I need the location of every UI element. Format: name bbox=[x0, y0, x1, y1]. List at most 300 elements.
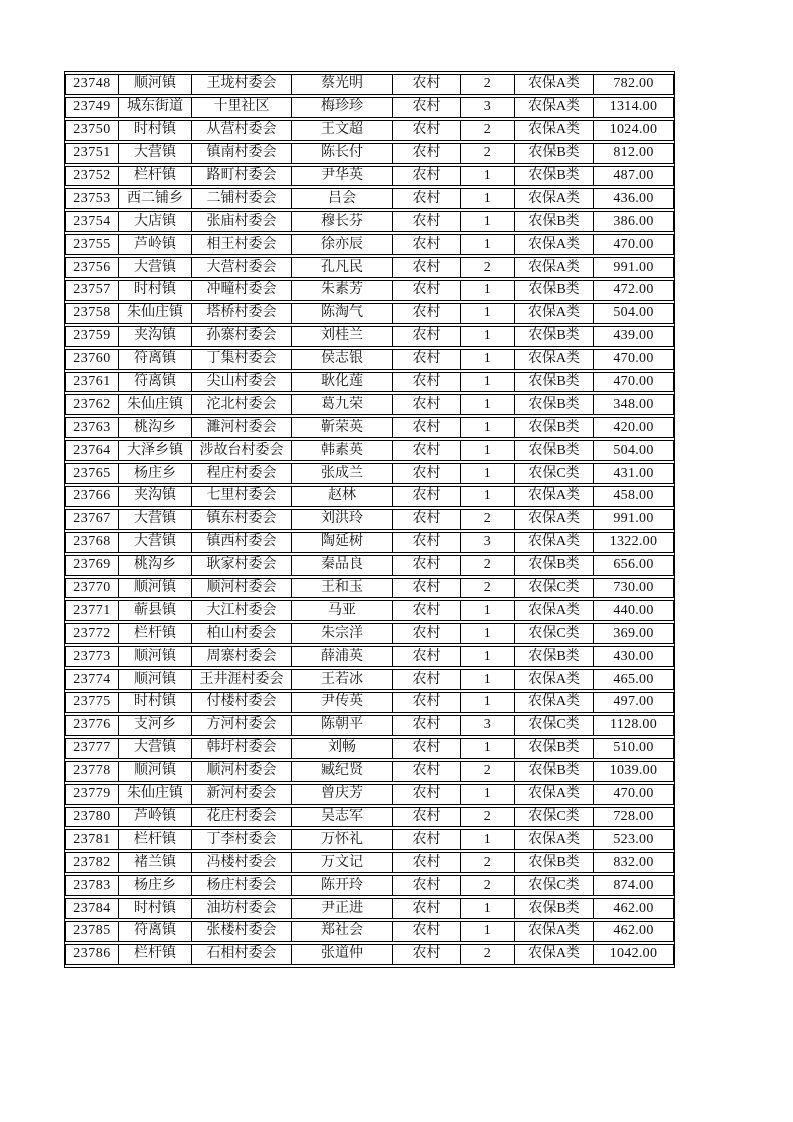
cell-town: 大泽乡镇 bbox=[119, 440, 192, 461]
cell-person-count: 2 bbox=[461, 852, 515, 873]
cell-residence-type: 农村 bbox=[393, 486, 461, 507]
cell-person-count: 1 bbox=[461, 600, 515, 621]
cell-residence-type: 农村 bbox=[393, 761, 461, 782]
cell-insurance-class: 农保A类 bbox=[515, 188, 594, 209]
cell-person-count: 1 bbox=[461, 738, 515, 759]
table-row bbox=[65, 486, 674, 507]
payout-table-body bbox=[65, 74, 674, 965]
cell-town: 城东街道 bbox=[119, 97, 192, 118]
cell-village-committee: 王垅村委会 bbox=[192, 74, 292, 95]
cell-insurance-class: 农保A类 bbox=[515, 509, 594, 530]
cell-record-id: 23770 bbox=[65, 578, 119, 599]
cell-insurance-class: 农保C类 bbox=[515, 623, 594, 644]
cell-insurance-class: 农保C类 bbox=[515, 715, 594, 736]
cell-person-name: 臧纪贤 bbox=[292, 761, 393, 782]
cell-insurance-class: 农保A类 bbox=[515, 829, 594, 850]
cell-person-name: 孔凡民 bbox=[292, 257, 393, 278]
cell-amount: 470.00 bbox=[594, 234, 674, 255]
cell-amount: 420.00 bbox=[594, 417, 674, 438]
cell-village-committee: 王井涯村委会 bbox=[192, 669, 292, 690]
cell-residence-type: 农村 bbox=[393, 394, 461, 415]
cell-record-id: 23763 bbox=[65, 417, 119, 438]
cell-town: 芦岭镇 bbox=[119, 807, 192, 828]
cell-person-name: 郑社会 bbox=[292, 921, 393, 942]
cell-town: 时村镇 bbox=[119, 280, 192, 301]
cell-village-committee: 张楼村委会 bbox=[192, 921, 292, 942]
cell-village-committee: 油坊村委会 bbox=[192, 898, 292, 919]
cell-person-count: 3 bbox=[461, 97, 515, 118]
cell-insurance-class: 农保B类 bbox=[515, 280, 594, 301]
cell-person-count: 1 bbox=[461, 623, 515, 644]
cell-insurance-class: 农保C类 bbox=[515, 875, 594, 896]
cell-person-name: 陶延树 bbox=[292, 532, 393, 553]
cell-residence-type: 农村 bbox=[393, 143, 461, 164]
cell-record-id: 23765 bbox=[65, 463, 119, 484]
cell-residence-type: 农村 bbox=[393, 166, 461, 187]
cell-residence-type: 农村 bbox=[393, 188, 461, 209]
cell-record-id: 23759 bbox=[65, 326, 119, 347]
cell-village-committee: 顺河村委会 bbox=[192, 761, 292, 782]
cell-village-committee: 大营村委会 bbox=[192, 257, 292, 278]
cell-insurance-class: 农保A类 bbox=[515, 784, 594, 805]
cell-person-count: 2 bbox=[461, 761, 515, 782]
cell-record-id: 23756 bbox=[65, 257, 119, 278]
cell-person-name: 吕会 bbox=[292, 188, 393, 209]
table-row bbox=[65, 440, 674, 461]
table-row bbox=[65, 372, 674, 393]
cell-person-name: 耿化莲 bbox=[292, 372, 393, 393]
cell-person-count: 1 bbox=[461, 394, 515, 415]
cell-record-id: 23761 bbox=[65, 372, 119, 393]
cell-insurance-class: 农保A类 bbox=[515, 486, 594, 507]
cell-record-id: 23785 bbox=[65, 921, 119, 942]
cell-residence-type: 农村 bbox=[393, 623, 461, 644]
cell-person-name: 刘桂兰 bbox=[292, 326, 393, 347]
cell-amount: 991.00 bbox=[594, 257, 674, 278]
cell-person-count: 1 bbox=[461, 417, 515, 438]
cell-residence-type: 农村 bbox=[393, 807, 461, 828]
cell-amount: 1042.00 bbox=[594, 944, 674, 965]
cell-amount: 523.00 bbox=[594, 829, 674, 850]
cell-amount: 470.00 bbox=[594, 372, 674, 393]
cell-town: 朱仙庄镇 bbox=[119, 784, 192, 805]
table-row bbox=[65, 852, 674, 873]
cell-person-count: 1 bbox=[461, 784, 515, 805]
cell-person-count: 1 bbox=[461, 326, 515, 347]
cell-person-name: 王若冰 bbox=[292, 669, 393, 690]
cell-record-id: 23757 bbox=[65, 280, 119, 301]
cell-insurance-class: 农保B类 bbox=[515, 646, 594, 667]
cell-village-committee: 周寨村委会 bbox=[192, 646, 292, 667]
table-row bbox=[65, 829, 674, 850]
cell-person-count: 1 bbox=[461, 921, 515, 942]
cell-person-count: 1 bbox=[461, 188, 515, 209]
cell-person-name: 秦品良 bbox=[292, 555, 393, 576]
cell-person-count: 3 bbox=[461, 715, 515, 736]
cell-insurance-class: 农保A类 bbox=[515, 669, 594, 690]
cell-amount: 497.00 bbox=[594, 692, 674, 713]
cell-residence-type: 农村 bbox=[393, 303, 461, 324]
cell-residence-type: 农村 bbox=[393, 852, 461, 873]
cell-person-count: 2 bbox=[461, 807, 515, 828]
cell-person-name: 陈朝平 bbox=[292, 715, 393, 736]
cell-person-name: 尹传英 bbox=[292, 692, 393, 713]
cell-record-id: 23750 bbox=[65, 120, 119, 141]
cell-person-name: 万怀礼 bbox=[292, 829, 393, 850]
cell-person-name: 尹华英 bbox=[292, 166, 393, 187]
cell-village-committee: 镇南村委会 bbox=[192, 143, 292, 164]
cell-residence-type: 农村 bbox=[393, 326, 461, 347]
cell-insurance-class: 农保A类 bbox=[515, 921, 594, 942]
cell-record-id: 23762 bbox=[65, 394, 119, 415]
cell-amount: 487.00 bbox=[594, 166, 674, 187]
cell-residence-type: 农村 bbox=[393, 509, 461, 530]
cell-person-name: 朱宗洋 bbox=[292, 623, 393, 644]
cell-person-count: 1 bbox=[461, 829, 515, 850]
cell-person-count: 3 bbox=[461, 532, 515, 553]
cell-village-committee: 塔桥村委会 bbox=[192, 303, 292, 324]
cell-village-committee: 丁李村委会 bbox=[192, 829, 292, 850]
cell-village-committee: 冯楼村委会 bbox=[192, 852, 292, 873]
cell-residence-type: 农村 bbox=[393, 280, 461, 301]
cell-insurance-class: 农保A类 bbox=[515, 532, 594, 553]
cell-amount: 465.00 bbox=[594, 669, 674, 690]
cell-record-id: 23781 bbox=[65, 829, 119, 850]
cell-town: 大营镇 bbox=[119, 143, 192, 164]
cell-town: 顺河镇 bbox=[119, 669, 192, 690]
cell-amount: 991.00 bbox=[594, 509, 674, 530]
cell-town: 褚兰镇 bbox=[119, 852, 192, 873]
cell-person-name: 梅珍珍 bbox=[292, 97, 393, 118]
cell-insurance-class: 农保C类 bbox=[515, 463, 594, 484]
cell-town: 桃沟乡 bbox=[119, 417, 192, 438]
cell-town: 桃沟乡 bbox=[119, 555, 192, 576]
cell-record-id: 23778 bbox=[65, 761, 119, 782]
cell-person-count: 1 bbox=[461, 898, 515, 919]
cell-record-id: 23758 bbox=[65, 303, 119, 324]
cell-person-count: 2 bbox=[461, 875, 515, 896]
cell-person-count: 1 bbox=[461, 166, 515, 187]
cell-village-committee: 七里村委会 bbox=[192, 486, 292, 507]
table-row bbox=[65, 463, 674, 484]
cell-insurance-class: 农保B类 bbox=[515, 852, 594, 873]
table-row bbox=[65, 280, 674, 301]
cell-amount: 369.00 bbox=[594, 623, 674, 644]
cell-insurance-class: 农保A类 bbox=[515, 600, 594, 621]
cell-town: 大营镇 bbox=[119, 257, 192, 278]
table-row bbox=[65, 875, 674, 896]
cell-person-count: 1 bbox=[461, 440, 515, 461]
table-row bbox=[65, 692, 674, 713]
cell-town: 大店镇 bbox=[119, 211, 192, 232]
cell-village-committee: 付楼村委会 bbox=[192, 692, 292, 713]
cell-residence-type: 农村 bbox=[393, 532, 461, 553]
cell-residence-type: 农村 bbox=[393, 97, 461, 118]
cell-town: 芦岭镇 bbox=[119, 234, 192, 255]
cell-town: 栏杆镇 bbox=[119, 944, 192, 965]
cell-residence-type: 农村 bbox=[393, 784, 461, 805]
cell-person-count: 1 bbox=[461, 486, 515, 507]
cell-village-committee: 镇西村委会 bbox=[192, 532, 292, 553]
table-row bbox=[65, 349, 674, 370]
cell-record-id: 23760 bbox=[65, 349, 119, 370]
cell-person-name: 韩素英 bbox=[292, 440, 393, 461]
cell-record-id: 23782 bbox=[65, 852, 119, 873]
cell-village-committee: 耿家村委会 bbox=[192, 555, 292, 576]
cell-amount: 440.00 bbox=[594, 600, 674, 621]
cell-town: 符离镇 bbox=[119, 349, 192, 370]
cell-record-id: 23752 bbox=[65, 166, 119, 187]
cell-town: 顺河镇 bbox=[119, 761, 192, 782]
cell-amount: 470.00 bbox=[594, 784, 674, 805]
table-row bbox=[65, 807, 674, 828]
cell-record-id: 23753 bbox=[65, 188, 119, 209]
cell-amount: 730.00 bbox=[594, 578, 674, 599]
cell-amount: 510.00 bbox=[594, 738, 674, 759]
cell-town: 栏杆镇 bbox=[119, 829, 192, 850]
cell-residence-type: 农村 bbox=[393, 211, 461, 232]
cell-residence-type: 农村 bbox=[393, 440, 461, 461]
cell-residence-type: 农村 bbox=[393, 372, 461, 393]
table-row bbox=[65, 623, 674, 644]
cell-residence-type: 农村 bbox=[393, 829, 461, 850]
cell-amount: 472.00 bbox=[594, 280, 674, 301]
cell-residence-type: 农村 bbox=[393, 692, 461, 713]
cell-insurance-class: 农保A类 bbox=[515, 944, 594, 965]
cell-person-name: 刘洪玲 bbox=[292, 509, 393, 530]
table-row bbox=[65, 921, 674, 942]
cell-amount: 1314.00 bbox=[594, 97, 674, 118]
cell-person-name: 陈淘气 bbox=[292, 303, 393, 324]
cell-person-name: 葛九荣 bbox=[292, 394, 393, 415]
cell-town: 夹沟镇 bbox=[119, 486, 192, 507]
cell-person-name: 陈长付 bbox=[292, 143, 393, 164]
cell-amount: 462.00 bbox=[594, 898, 674, 919]
cell-town: 符离镇 bbox=[119, 921, 192, 942]
cell-person-name: 徐亦辰 bbox=[292, 234, 393, 255]
cell-person-name: 靳荣英 bbox=[292, 417, 393, 438]
cell-record-id: 23780 bbox=[65, 807, 119, 828]
cell-person-name: 王文超 bbox=[292, 120, 393, 141]
cell-person-count: 2 bbox=[461, 74, 515, 95]
cell-person-count: 1 bbox=[461, 349, 515, 370]
cell-person-name: 穆长芬 bbox=[292, 211, 393, 232]
cell-town: 朱仙庄镇 bbox=[119, 303, 192, 324]
table-row bbox=[65, 211, 674, 232]
cell-residence-type: 农村 bbox=[393, 669, 461, 690]
cell-insurance-class: 农保A类 bbox=[515, 97, 594, 118]
cell-amount: 782.00 bbox=[594, 74, 674, 95]
cell-person-name: 张道仲 bbox=[292, 944, 393, 965]
cell-residence-type: 农村 bbox=[393, 715, 461, 736]
cell-record-id: 23768 bbox=[65, 532, 119, 553]
cell-village-committee: 丁集村委会 bbox=[192, 349, 292, 370]
table-row bbox=[65, 97, 674, 118]
cell-person-count: 1 bbox=[461, 303, 515, 324]
table-row bbox=[65, 784, 674, 805]
cell-village-committee: 沱北村委会 bbox=[192, 394, 292, 415]
cell-town: 顺河镇 bbox=[119, 646, 192, 667]
cell-record-id: 23748 bbox=[65, 74, 119, 95]
cell-town: 杨庄乡 bbox=[119, 875, 192, 896]
table-row bbox=[65, 646, 674, 667]
cell-person-count: 2 bbox=[461, 509, 515, 530]
cell-insurance-class: 农保B类 bbox=[515, 555, 594, 576]
cell-record-id: 23774 bbox=[65, 669, 119, 690]
cell-insurance-class: 农保B类 bbox=[515, 898, 594, 919]
cell-person-name: 王和玉 bbox=[292, 578, 393, 599]
cell-town: 时村镇 bbox=[119, 898, 192, 919]
cell-insurance-class: 农保B类 bbox=[515, 440, 594, 461]
cell-insurance-class: 农保B类 bbox=[515, 372, 594, 393]
cell-person-name: 薛浦英 bbox=[292, 646, 393, 667]
cell-town: 栏杆镇 bbox=[119, 623, 192, 644]
cell-town: 顺河镇 bbox=[119, 74, 192, 95]
cell-record-id: 23784 bbox=[65, 898, 119, 919]
cell-insurance-class: 农保B类 bbox=[515, 166, 594, 187]
cell-amount: 386.00 bbox=[594, 211, 674, 232]
table-row bbox=[65, 578, 674, 599]
cell-village-committee: 冲疃村委会 bbox=[192, 280, 292, 301]
cell-person-count: 1 bbox=[461, 211, 515, 232]
table-row bbox=[65, 303, 674, 324]
cell-record-id: 23767 bbox=[65, 509, 119, 530]
cell-village-committee: 濉河村委会 bbox=[192, 417, 292, 438]
cell-insurance-class: 农保B类 bbox=[515, 738, 594, 759]
table-row bbox=[65, 600, 674, 621]
cell-residence-type: 农村 bbox=[393, 555, 461, 576]
cell-residence-type: 农村 bbox=[393, 463, 461, 484]
cell-amount: 1024.00 bbox=[594, 120, 674, 141]
cell-insurance-class: 农保B类 bbox=[515, 394, 594, 415]
cell-insurance-class: 农保A类 bbox=[515, 257, 594, 278]
cell-person-name: 尹正进 bbox=[292, 898, 393, 919]
cell-residence-type: 农村 bbox=[393, 738, 461, 759]
cell-village-committee: 杨庄村委会 bbox=[192, 875, 292, 896]
cell-village-committee: 石相村委会 bbox=[192, 944, 292, 965]
cell-person-name: 马亚 bbox=[292, 600, 393, 621]
cell-town: 时村镇 bbox=[119, 692, 192, 713]
cell-residence-type: 农村 bbox=[393, 120, 461, 141]
cell-record-id: 23773 bbox=[65, 646, 119, 667]
cell-amount: 832.00 bbox=[594, 852, 674, 873]
cell-residence-type: 农村 bbox=[393, 578, 461, 599]
cell-record-id: 23754 bbox=[65, 211, 119, 232]
cell-village-committee: 张庙村委会 bbox=[192, 211, 292, 232]
cell-insurance-class: 农保B类 bbox=[515, 326, 594, 347]
cell-amount: 430.00 bbox=[594, 646, 674, 667]
cell-residence-type: 农村 bbox=[393, 921, 461, 942]
cell-village-committee: 尖山村委会 bbox=[192, 372, 292, 393]
cell-insurance-class: 农保A类 bbox=[515, 303, 594, 324]
cell-record-id: 23764 bbox=[65, 440, 119, 461]
cell-village-committee: 相王村委会 bbox=[192, 234, 292, 255]
table-row bbox=[65, 394, 674, 415]
cell-insurance-class: 农保A类 bbox=[515, 349, 594, 370]
cell-residence-type: 农村 bbox=[393, 944, 461, 965]
cell-residence-type: 农村 bbox=[393, 257, 461, 278]
cell-person-name: 朱素芳 bbox=[292, 280, 393, 301]
cell-town: 蕲县镇 bbox=[119, 600, 192, 621]
cell-person-name: 蔡光明 bbox=[292, 74, 393, 95]
table-row bbox=[65, 257, 674, 278]
cell-amount: 462.00 bbox=[594, 921, 674, 942]
cell-residence-type: 农村 bbox=[393, 234, 461, 255]
cell-village-committee: 十里社区 bbox=[192, 97, 292, 118]
cell-amount: 431.00 bbox=[594, 463, 674, 484]
cell-person-name: 万文记 bbox=[292, 852, 393, 873]
cell-record-id: 23771 bbox=[65, 600, 119, 621]
cell-record-id: 23751 bbox=[65, 143, 119, 164]
cell-town: 夹沟镇 bbox=[119, 326, 192, 347]
cell-amount: 812.00 bbox=[594, 143, 674, 164]
cell-residence-type: 农村 bbox=[393, 875, 461, 896]
cell-person-count: 2 bbox=[461, 578, 515, 599]
cell-insurance-class: 农保B类 bbox=[515, 761, 594, 782]
cell-amount: 874.00 bbox=[594, 875, 674, 896]
cell-residence-type: 农村 bbox=[393, 74, 461, 95]
table-row bbox=[65, 715, 674, 736]
cell-person-count: 1 bbox=[461, 463, 515, 484]
table-row bbox=[65, 74, 674, 95]
cell-town: 大营镇 bbox=[119, 509, 192, 530]
cell-amount: 458.00 bbox=[594, 486, 674, 507]
cell-insurance-class: 农保C类 bbox=[515, 807, 594, 828]
cell-person-count: 1 bbox=[461, 234, 515, 255]
cell-person-count: 2 bbox=[461, 120, 515, 141]
cell-village-committee: 二铺村委会 bbox=[192, 188, 292, 209]
cell-amount: 504.00 bbox=[594, 440, 674, 461]
cell-insurance-class: 农保A类 bbox=[515, 692, 594, 713]
cell-amount: 348.00 bbox=[594, 394, 674, 415]
cell-town: 朱仙庄镇 bbox=[119, 394, 192, 415]
cell-person-name: 侯志银 bbox=[292, 349, 393, 370]
cell-record-id: 23755 bbox=[65, 234, 119, 255]
table-row bbox=[65, 166, 674, 187]
cell-record-id: 23777 bbox=[65, 738, 119, 759]
table-row bbox=[65, 669, 674, 690]
cell-person-name: 曾庆芳 bbox=[292, 784, 393, 805]
cell-person-count: 1 bbox=[461, 669, 515, 690]
cell-village-committee: 柏山村委会 bbox=[192, 623, 292, 644]
cell-town: 栏杆镇 bbox=[119, 166, 192, 187]
cell-village-committee: 新河村委会 bbox=[192, 784, 292, 805]
cell-village-committee: 韩圩村委会 bbox=[192, 738, 292, 759]
cell-insurance-class: 农保B类 bbox=[515, 143, 594, 164]
payout-table bbox=[65, 72, 674, 967]
cell-person-count: 1 bbox=[461, 280, 515, 301]
table-row bbox=[65, 761, 674, 782]
cell-residence-type: 农村 bbox=[393, 349, 461, 370]
table-row bbox=[65, 143, 674, 164]
cell-record-id: 23776 bbox=[65, 715, 119, 736]
cell-village-committee: 方河村委会 bbox=[192, 715, 292, 736]
table-row bbox=[65, 555, 674, 576]
cell-person-name: 赵林 bbox=[292, 486, 393, 507]
cell-insurance-class: 农保B类 bbox=[515, 211, 594, 232]
table-row bbox=[65, 532, 674, 553]
table-row bbox=[65, 120, 674, 141]
table-row bbox=[65, 944, 674, 965]
table-row bbox=[65, 509, 674, 530]
cell-record-id: 23786 bbox=[65, 944, 119, 965]
cell-town: 符离镇 bbox=[119, 372, 192, 393]
table-row bbox=[65, 417, 674, 438]
cell-town: 时村镇 bbox=[119, 120, 192, 141]
cell-village-committee: 程庄村委会 bbox=[192, 463, 292, 484]
cell-village-committee: 涉故台村委会 bbox=[192, 440, 292, 461]
cell-person-count: 2 bbox=[461, 944, 515, 965]
